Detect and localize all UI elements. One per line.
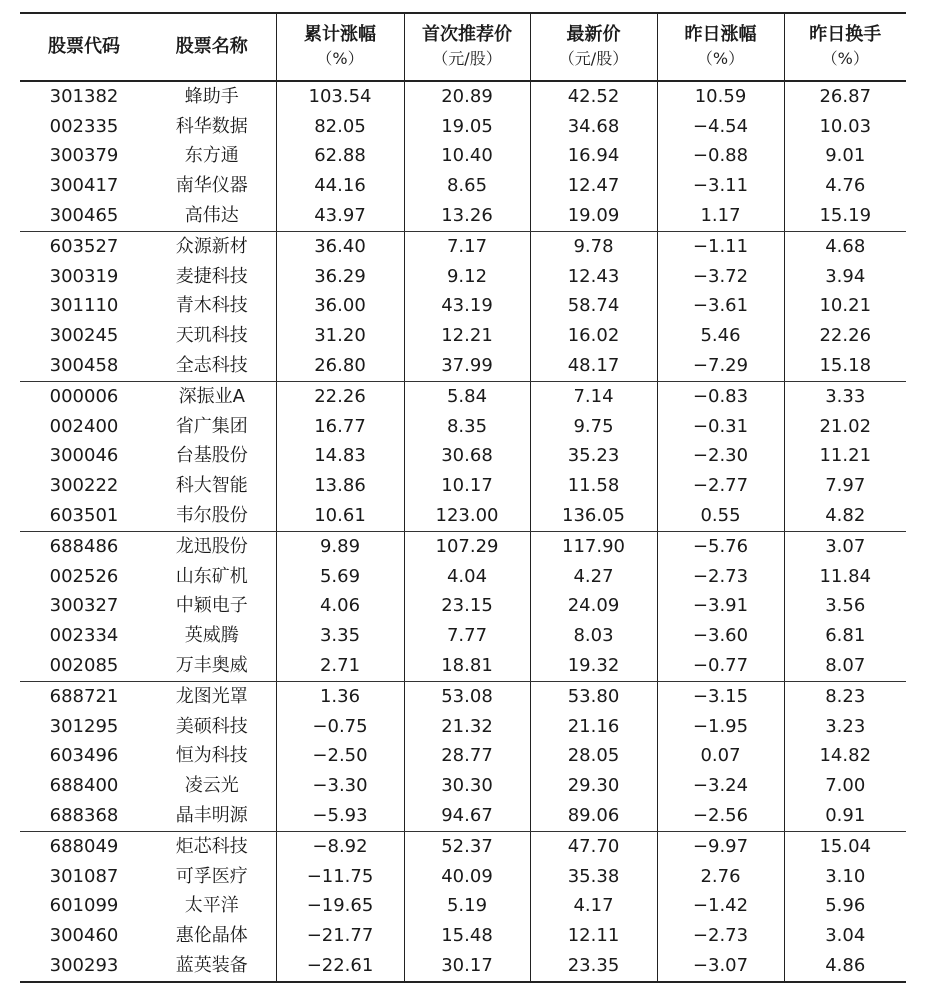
cell-stock-code: 300465	[20, 201, 148, 231]
cell-yesterday-turnover: 15.19	[784, 201, 906, 231]
cell-stock-code: 300319	[49, 265, 119, 287]
cell-stock-name: 南华仪器	[175, 175, 248, 197]
cell-stock-code: 002400	[49, 415, 119, 437]
table-row	[20, 951, 906, 982]
cell-first-recommend-price: 10.17	[404, 471, 530, 501]
cell-stock-code: 688486	[49, 535, 119, 557]
cell-latest-price: 53.80	[530, 681, 657, 711]
cell-latest-price: 12.11	[530, 921, 657, 951]
cell-latest-price: 89.06	[530, 801, 657, 831]
table-row	[20, 592, 906, 622]
cell-yesterday-change: −3.11	[657, 171, 784, 201]
cell-latest-price: 19.09	[530, 201, 657, 231]
table-row	[20, 621, 906, 651]
column-header-stock-name	[148, 13, 276, 81]
cell-stock-name: 炬芯科技	[175, 835, 248, 857]
cell-stock-code: 603496	[49, 745, 119, 767]
cell-first-recommend-price: 21.32	[404, 712, 530, 742]
column-header-yesterday-turnover	[784, 13, 906, 81]
cell-yesterday-turnover: 7.97	[784, 471, 906, 501]
cell-stock-name: 龙图光罩	[175, 685, 248, 707]
cell-yesterday-turnover: 8.23	[784, 681, 906, 711]
cell-yesterday-change: −3.61	[657, 292, 784, 322]
table-row	[20, 892, 906, 922]
cell-yesterday-change: −0.83	[657, 381, 784, 411]
cell-first-recommend-price: 20.89	[404, 81, 530, 112]
cell-stock-code: 300046	[49, 445, 119, 467]
cell-cumulative-gain: −8.92	[276, 831, 404, 861]
cell-stock-code: 688368	[20, 801, 148, 831]
cell-latest-price: 48.17	[530, 351, 657, 381]
cell-yesterday-turnover: 3.07	[784, 531, 906, 561]
cell-yesterday-change: −1.95	[657, 712, 784, 742]
cell-yesterday-turnover: 7.00	[784, 771, 906, 801]
cell-yesterday-change: −3.07	[657, 951, 784, 982]
cell-stock-code: 300417	[49, 175, 119, 197]
cell-stock-code: 300327	[49, 595, 119, 617]
cell-latest-price: 16.02	[530, 321, 657, 351]
cell-yesterday-turnover: 3.04	[784, 921, 906, 951]
cell-cumulative-gain: 44.16	[276, 171, 404, 201]
column-header-unit: （%）	[316, 49, 364, 68]
column-header-stock-code	[20, 13, 148, 81]
cell-latest-price: 42.52	[530, 81, 657, 112]
cell-cumulative-gain: 13.86	[276, 471, 404, 501]
cell-latest-price: 11.58	[530, 471, 657, 501]
cell-stock-code: 601099	[49, 895, 119, 917]
cell-stock-code: 300460	[49, 925, 119, 947]
table-header	[20, 13, 906, 81]
cell-stock-name: 蜂助手	[184, 85, 239, 107]
cell-stock-code: 002526	[49, 565, 119, 587]
table-body	[20, 81, 906, 982]
cell-stock-name: 科华数据	[175, 115, 248, 137]
stock-table	[20, 12, 906, 983]
column-header-cumulative-gain	[276, 13, 404, 81]
cell-yesterday-turnover: 3.10	[784, 862, 906, 892]
cell-first-recommend-price: 12.21	[404, 321, 530, 351]
cell-yesterday-change: −2.30	[657, 442, 784, 472]
table-row	[20, 112, 906, 142]
cell-yesterday-change: −1.11	[657, 231, 784, 261]
column-header-label: 昨日涨幅	[684, 24, 757, 45]
cell-yesterday-change: 10.59	[657, 81, 784, 112]
cell-first-recommend-price: 23.15	[404, 592, 530, 622]
cell-stock-name: 蓝英装备	[175, 955, 248, 976]
cell-yesterday-change: −3.72	[657, 262, 784, 292]
cell-latest-price: 28.05	[530, 742, 657, 772]
cell-yesterday-change: −7.29	[657, 351, 784, 381]
cell-latest-price: 23.35	[530, 951, 657, 982]
cell-latest-price: 35.23	[530, 442, 657, 472]
cell-stock-name: 天玑科技	[175, 325, 248, 347]
cell-cumulative-gain: 2.71	[276, 651, 404, 681]
column-header-unit: （%）	[696, 49, 745, 68]
cell-yesterday-turnover: 21.02	[784, 412, 906, 442]
cell-stock-code: 301110	[49, 295, 119, 317]
cell-yesterday-change: 2.76	[657, 862, 784, 892]
table-row	[20, 831, 906, 861]
cell-first-recommend-price: 19.05	[404, 112, 530, 142]
cell-stock-name: 万丰奥威	[148, 651, 276, 681]
cell-latest-price: 12.47	[530, 171, 657, 201]
cell-stock-code: 688400	[49, 775, 119, 797]
cell-stock-code: 002334	[49, 625, 119, 647]
cell-first-recommend-price: 37.99	[404, 351, 530, 381]
cell-yesterday-change: −2.73	[657, 562, 784, 592]
cell-yesterday-change: 0.55	[657, 501, 784, 531]
cell-cumulative-gain: 82.05	[276, 112, 404, 142]
cell-yesterday-change: 1.17	[657, 201, 784, 231]
cell-yesterday-turnover: 22.26	[784, 321, 906, 351]
cell-first-recommend-price: 40.09	[404, 862, 530, 892]
cell-first-recommend-price: 94.67	[404, 801, 530, 831]
table-row	[20, 712, 906, 742]
cell-yesterday-change: −2.77	[657, 471, 784, 501]
column-header-yesterday-change	[657, 13, 784, 81]
cell-yesterday-change: −2.56	[657, 801, 784, 831]
cell-yesterday-turnover: 15.18	[784, 351, 906, 381]
cell-stock-code: 688049	[49, 835, 119, 857]
cell-stock-code: 300379	[49, 145, 119, 167]
column-header-unit: （元/股）	[432, 49, 502, 68]
cell-stock-name: 青木科技	[175, 295, 248, 317]
cell-first-recommend-price: 5.19	[404, 892, 530, 922]
cell-stock-name: 高伟达	[148, 201, 276, 231]
cell-stock-name: 科大智能	[175, 475, 248, 497]
cell-cumulative-gain: 16.77	[276, 412, 404, 442]
cell-latest-price: 47.70	[530, 831, 657, 861]
cell-cumulative-gain: −3.30	[276, 771, 404, 801]
cell-stock-name: 山东矿机	[175, 565, 248, 587]
cell-stock-name: 众源新材	[175, 235, 248, 257]
cell-stock-name: 中颖电子	[175, 595, 248, 617]
column-header-label: 昨日换手	[809, 24, 882, 45]
table-row	[20, 442, 906, 472]
cell-latest-price: 16.94	[530, 142, 657, 172]
cell-yesterday-turnover: 0.91	[784, 801, 906, 831]
cell-stock-name: 美硕科技	[175, 715, 248, 737]
cell-cumulative-gain: −21.77	[276, 921, 404, 951]
cell-first-recommend-price: 7.17	[404, 231, 530, 261]
cell-cumulative-gain: −5.93	[276, 801, 404, 831]
cell-first-recommend-price: 9.12	[404, 262, 530, 292]
table-row	[20, 471, 906, 501]
cell-stock-code: 301382	[49, 85, 119, 107]
cell-stock-code: 688721	[49, 685, 119, 707]
cell-first-recommend-price: 28.77	[404, 742, 530, 772]
cell-cumulative-gain: 10.61	[276, 501, 404, 531]
cell-yesterday-turnover: 26.87	[784, 81, 906, 112]
cell-stock-code: 300293	[49, 955, 119, 976]
cell-latest-price: 34.68	[530, 112, 657, 142]
cell-first-recommend-price: 15.48	[404, 921, 530, 951]
cell-yesterday-change: −0.77	[657, 651, 784, 681]
cell-yesterday-change: 0.07	[657, 742, 784, 772]
table-row	[20, 292, 906, 322]
cell-yesterday-turnover: 15.04	[784, 831, 906, 861]
cell-first-recommend-price: 30.30	[404, 771, 530, 801]
cell-first-recommend-price: 7.77	[404, 621, 530, 651]
cell-yesterday-turnover: 4.76	[784, 171, 906, 201]
cell-stock-code: 300222	[49, 475, 119, 497]
cell-latest-price: 9.78	[530, 231, 657, 261]
cell-stock-code: 301295	[49, 715, 119, 737]
cell-cumulative-gain: −0.75	[276, 712, 404, 742]
cell-cumulative-gain: −19.65	[276, 892, 404, 922]
table-row	[20, 201, 906, 231]
cell-cumulative-gain: 26.80	[276, 351, 404, 381]
cell-stock-name: 晶丰明源	[148, 801, 276, 831]
table-row	[20, 412, 906, 442]
cell-cumulative-gain: 36.29	[276, 262, 404, 292]
cell-yesterday-turnover: 10.21	[784, 292, 906, 322]
table-row	[20, 651, 906, 681]
cell-cumulative-gain: 9.89	[276, 531, 404, 561]
cell-yesterday-change: −3.60	[657, 621, 784, 651]
cell-first-recommend-price: 4.04	[404, 562, 530, 592]
cell-first-recommend-price: 8.65	[404, 171, 530, 201]
table-row	[20, 381, 906, 411]
column-header-unit: （%）	[821, 49, 869, 68]
cell-yesterday-turnover: 5.96	[784, 892, 906, 922]
cell-cumulative-gain: 43.97	[276, 201, 404, 231]
cell-latest-price: 117.90	[530, 531, 657, 561]
table-row	[20, 231, 906, 261]
table-row	[20, 801, 906, 831]
cell-yesterday-change: −0.31	[657, 412, 784, 442]
cell-latest-price: 9.75	[530, 412, 657, 442]
cell-stock-name: 东方通	[184, 145, 239, 167]
cell-yesterday-change: −2.73	[657, 921, 784, 951]
cell-latest-price: 4.27	[530, 562, 657, 592]
cell-yesterday-turnover: 11.21	[784, 442, 906, 472]
cell-cumulative-gain: 36.00	[276, 292, 404, 322]
cell-stock-name: 英威腾	[184, 625, 239, 647]
cell-cumulative-gain: −11.75	[276, 862, 404, 892]
cell-stock-code: 603527	[49, 235, 119, 257]
column-header-label: 最新价	[566, 24, 621, 45]
cell-yesterday-change: −4.54	[657, 112, 784, 142]
cell-first-recommend-price: 43.19	[404, 292, 530, 322]
cell-yesterday-turnover: 11.84	[784, 562, 906, 592]
table-row	[20, 742, 906, 772]
header-row	[20, 13, 906, 81]
cell-stock-code: 002085	[20, 651, 148, 681]
cell-yesterday-change: −5.76	[657, 531, 784, 561]
cell-yesterday-turnover: 8.07	[784, 651, 906, 681]
table-row	[20, 321, 906, 351]
cell-first-recommend-price: 8.35	[404, 412, 530, 442]
cell-yesterday-change: −3.24	[657, 771, 784, 801]
cell-yesterday-change: −0.88	[657, 142, 784, 172]
cell-yesterday-turnover: 4.86	[784, 951, 906, 982]
cell-stock-code: 300458	[20, 351, 148, 381]
cell-yesterday-turnover: 3.56	[784, 592, 906, 622]
cell-stock-name: 凌云光	[184, 775, 239, 797]
cell-yesterday-turnover: 9.01	[784, 142, 906, 172]
cell-yesterday-turnover: 3.94	[784, 262, 906, 292]
cell-first-recommend-price: 30.17	[404, 951, 530, 982]
cell-cumulative-gain: 62.88	[276, 142, 404, 172]
table-row	[20, 531, 906, 561]
cell-stock-name: 太平洋	[184, 895, 239, 917]
cell-latest-price: 19.32	[530, 651, 657, 681]
cell-yesterday-turnover: 6.81	[784, 621, 906, 651]
column-header-first-recommend-price	[404, 13, 530, 81]
table-row	[20, 562, 906, 592]
table-row	[20, 142, 906, 172]
cell-latest-price: 12.43	[530, 262, 657, 292]
cell-stock-code: 300245	[49, 325, 119, 347]
cell-yesterday-turnover: 4.82	[784, 501, 906, 531]
cell-stock-name: 龙迅股份	[175, 535, 248, 557]
cell-latest-price: 58.74	[530, 292, 657, 322]
cell-stock-name: 惠伦晶体	[175, 925, 248, 947]
cell-stock-name: 恒为科技	[175, 745, 248, 767]
cell-latest-price: 35.38	[530, 862, 657, 892]
cell-stock-name: 可孚医疗	[175, 865, 248, 887]
table-row	[20, 862, 906, 892]
cell-cumulative-gain: 36.40	[276, 231, 404, 261]
cell-first-recommend-price: 107.29	[404, 531, 530, 561]
cell-stock-name: 省广集团	[175, 415, 248, 437]
column-header-label: 累计涨幅	[304, 24, 376, 45]
cell-yesterday-change: −1.42	[657, 892, 784, 922]
cell-stock-code: 002335	[49, 115, 119, 137]
cell-first-recommend-price: 13.26	[404, 201, 530, 231]
table-row	[20, 81, 906, 112]
cell-latest-price: 29.30	[530, 771, 657, 801]
cell-first-recommend-price: 123.00	[404, 501, 530, 531]
column-header-label: 股票名称	[175, 36, 248, 57]
cell-latest-price: 4.17	[530, 892, 657, 922]
cell-latest-price: 7.14	[530, 381, 657, 411]
cell-yesterday-turnover: 3.23	[784, 712, 906, 742]
cell-first-recommend-price: 18.81	[404, 651, 530, 681]
cell-cumulative-gain: −22.61	[276, 951, 404, 982]
cell-yesterday-change: −3.91	[657, 592, 784, 622]
table-row	[20, 501, 906, 531]
cell-yesterday-change: 5.46	[657, 321, 784, 351]
table-row	[20, 351, 906, 381]
cell-first-recommend-price: 52.37	[404, 831, 530, 861]
cell-stock-name: 深振业A	[178, 385, 245, 407]
cell-yesterday-turnover: 4.68	[784, 231, 906, 261]
cell-yesterday-change: −3.15	[657, 681, 784, 711]
cell-first-recommend-price: 5.84	[404, 381, 530, 411]
cell-stock-code: 301087	[49, 865, 119, 887]
cell-cumulative-gain: 5.69	[276, 562, 404, 592]
column-header-label: 首次推荐价	[422, 24, 512, 45]
column-header-latest-price	[530, 13, 657, 81]
cell-yesterday-turnover: 14.82	[784, 742, 906, 772]
cell-cumulative-gain: 4.06	[276, 592, 404, 622]
table-row	[20, 681, 906, 711]
cell-yesterday-turnover: 3.33	[784, 381, 906, 411]
cell-cumulative-gain: 103.54	[276, 81, 404, 112]
column-header-label: 股票代码	[48, 36, 120, 57]
cell-latest-price: 136.05	[530, 501, 657, 531]
cell-latest-price: 8.03	[530, 621, 657, 651]
cell-first-recommend-price: 10.40	[404, 142, 530, 172]
cell-stock-code: 000006	[49, 385, 119, 407]
cell-cumulative-gain: 14.83	[276, 442, 404, 472]
cell-stock-name: 韦尔股份	[148, 501, 276, 531]
cell-latest-price: 24.09	[530, 592, 657, 622]
cell-first-recommend-price: 30.68	[404, 442, 530, 472]
cell-cumulative-gain: 22.26	[276, 381, 404, 411]
cell-cumulative-gain: 1.36	[276, 681, 404, 711]
cell-stock-name: 台基股份	[175, 445, 248, 467]
cell-stock-name: 麦捷科技	[175, 265, 248, 287]
cell-first-recommend-price: 53.08	[404, 681, 530, 711]
cell-cumulative-gain: 3.35	[276, 621, 404, 651]
table-row	[20, 262, 906, 292]
column-header-unit: （元/股）	[558, 49, 629, 68]
table-row	[20, 771, 906, 801]
cell-cumulative-gain: 31.20	[276, 321, 404, 351]
table-row	[20, 171, 906, 201]
cell-stock-code: 603501	[20, 501, 148, 531]
cell-cumulative-gain: −2.50	[276, 742, 404, 772]
cell-yesterday-change: −9.97	[657, 831, 784, 861]
cell-stock-name: 全志科技	[148, 351, 276, 381]
cell-yesterday-turnover: 10.03	[784, 112, 906, 142]
table-row	[20, 921, 906, 951]
cell-latest-price: 21.16	[530, 712, 657, 742]
